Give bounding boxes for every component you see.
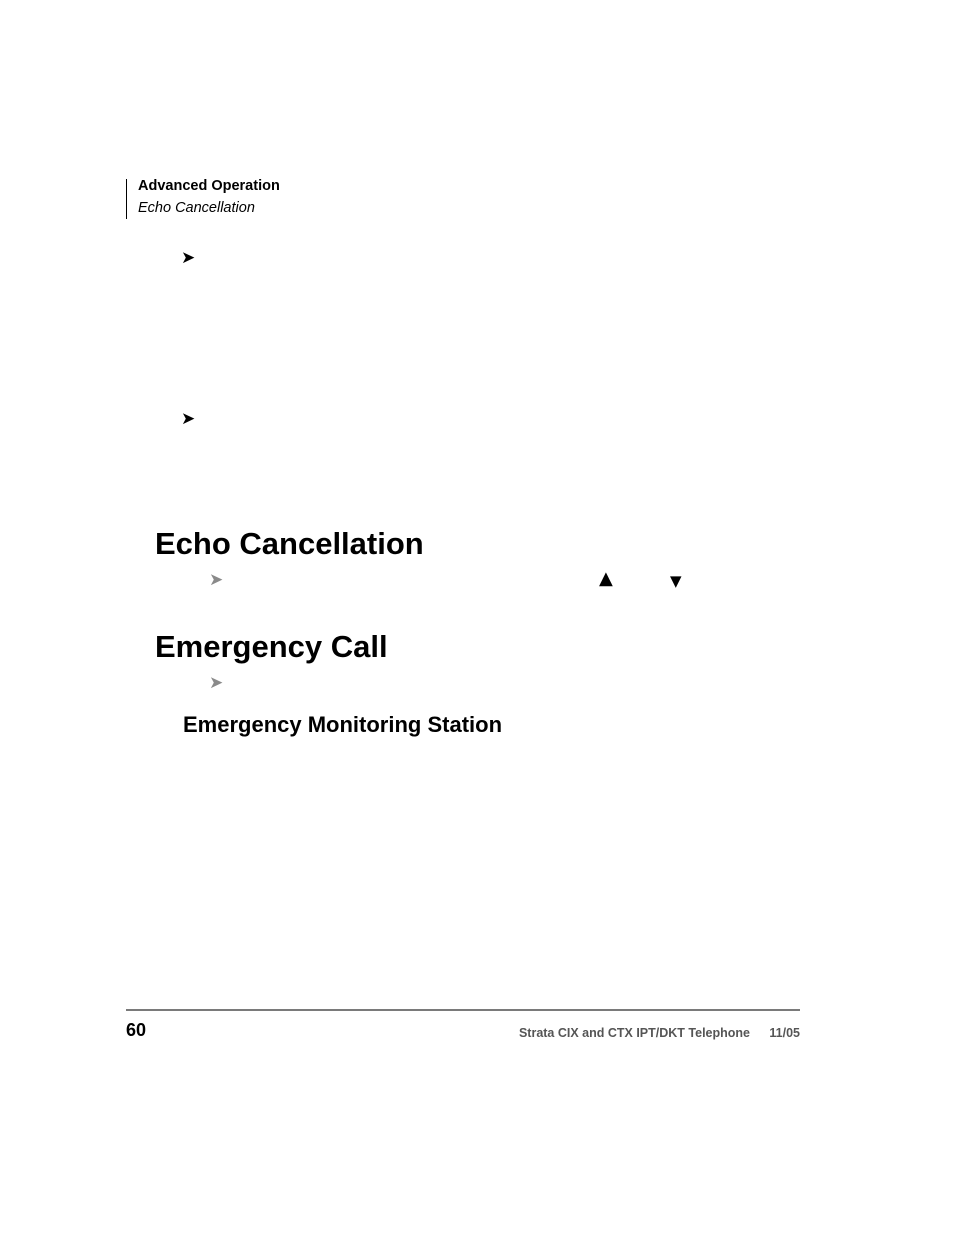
arrow-bullet-icon: ➤ xyxy=(209,570,224,590)
arrow-bullet-icon: ➤ xyxy=(181,409,196,429)
section-title-emergency-call: Emergency Call xyxy=(155,629,388,664)
running-header-title: Advanced Operation xyxy=(138,178,280,194)
running-header-subtitle: Echo Cancellation xyxy=(138,200,255,216)
footer-date: 11/05 xyxy=(769,1026,800,1040)
header-rule xyxy=(126,179,127,219)
arrow-bullet-icon: ➤ xyxy=(181,248,196,268)
footer-rule xyxy=(126,1009,800,1011)
volume-down-icon: ▼ xyxy=(670,572,682,590)
footer-document-title: Strata CIX and CTX IPT/DKT Telephone xyxy=(518,1026,750,1040)
arrow-bullet-icon: ➤ xyxy=(209,673,224,693)
section-title-echo-cancellation: Echo Cancellation xyxy=(155,526,424,561)
page-number: 60 xyxy=(126,1020,147,1040)
subsection-title-emergency-monitoring-station: Emergency Monitoring Station xyxy=(183,712,503,737)
volume-up-icon: ▲ xyxy=(599,568,613,589)
